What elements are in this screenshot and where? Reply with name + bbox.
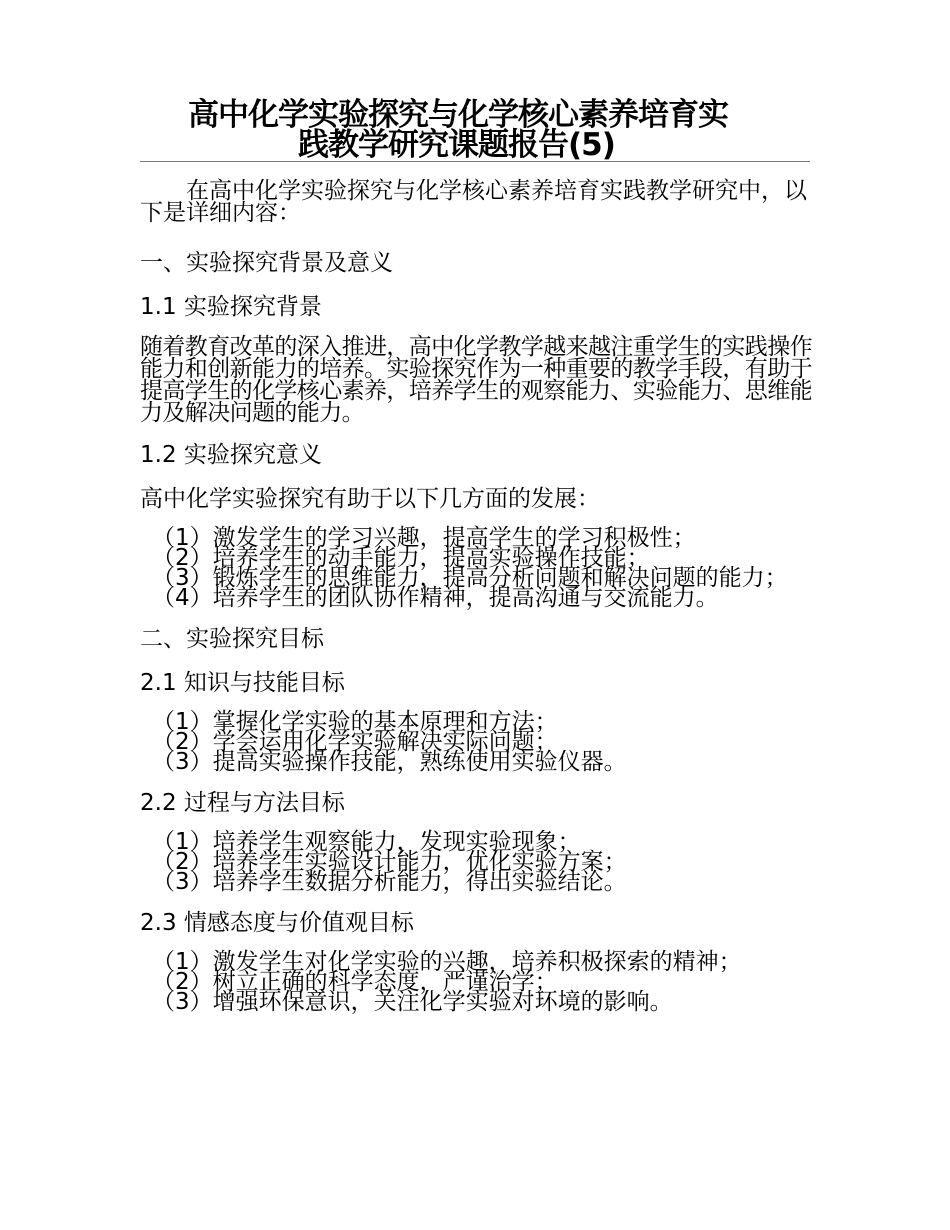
list-item: （2）树立正确的科学态度，严谨治学； bbox=[152, 969, 558, 995]
list-item: （2）培养学生的动手能力，提高实验操作技能； bbox=[152, 545, 650, 571]
list-item: （3）增强环保意识，关注化学实验对环境的影响。 bbox=[152, 989, 673, 1015]
list-item: （3）培养学生数据分析能力，得出实验结论。 bbox=[152, 869, 627, 895]
section-2-2-list bbox=[140, 829, 815, 895]
list-item: （2）培养学生实验设计能力，优化实验方案； bbox=[152, 849, 627, 875]
section-2-1-heading: 2.1 知识与技能目标 bbox=[140, 670, 345, 696]
section-2-2-heading: 2.2 过程与方法目标 bbox=[140, 790, 345, 816]
list-item: （1）激发学生的学习兴趣，提高学生的学习积极性； bbox=[152, 525, 696, 551]
list-item: （4）培养学生的团队协作精神，提高沟通与交流能力。 bbox=[152, 585, 719, 611]
section-1-1-heading: 1.1 实验探究背景 bbox=[140, 294, 322, 320]
section-1-2-heading: 1.2 实验探究意义 bbox=[140, 442, 322, 468]
list-item: （3）锻炼学生的思维能力，提高分析问题和解决问题的能力； bbox=[152, 565, 788, 591]
list-item: （1）培养学生观察能力，发现实验现象； bbox=[152, 829, 581, 855]
title-line-2: 践教学研究课题报告(5) bbox=[298, 127, 615, 163]
section-1-heading: 一、实验探究背景及意义 bbox=[140, 250, 393, 276]
title-divider bbox=[140, 161, 810, 162]
list-item: （2）学会运用化学实验解决实际问题； bbox=[152, 729, 558, 755]
list-item: （3）提高实验操作技能，熟练使用实验仪器。 bbox=[152, 749, 627, 775]
section-1-1-text: 随着教育改革的深入推进，高中化学教学越来越注重学生的实践操作能力和创新能力的培养。实验探究作为一种重要的教学手段，有助于提高学生的化学核心素养，培养学生的观察能力、实验能力、思维能力及解决问题的能力。 bbox=[140, 334, 813, 426]
section-2-3-heading: 2.3 情感态度与价值观目标 bbox=[140, 910, 414, 936]
section-2-heading: 二、实验探究目标 bbox=[140, 626, 324, 652]
section-2-1-list bbox=[140, 709, 815, 775]
section-1-2-list bbox=[140, 525, 815, 611]
list-item: （1）激发学生对化学实验的兴趣，培养积极探索的精神； bbox=[152, 949, 742, 975]
document-title bbox=[140, 97, 810, 163]
section-2-3-list bbox=[140, 949, 815, 1015]
intro-paragraph: 在高中化学实验探究与化学核心素养培育实践教学研究中，以下是详细内容： bbox=[140, 178, 807, 226]
title-line-1: 高中化学实验探究与化学核心素养培育实 bbox=[188, 97, 728, 133]
section-1-2-lead: 高中化学实验探究有助于以下几方面的发展： bbox=[140, 486, 600, 512]
list-item: （1）掌握化学实验的基本原理和方法； bbox=[152, 709, 558, 735]
document-body bbox=[140, 180, 815, 1028]
